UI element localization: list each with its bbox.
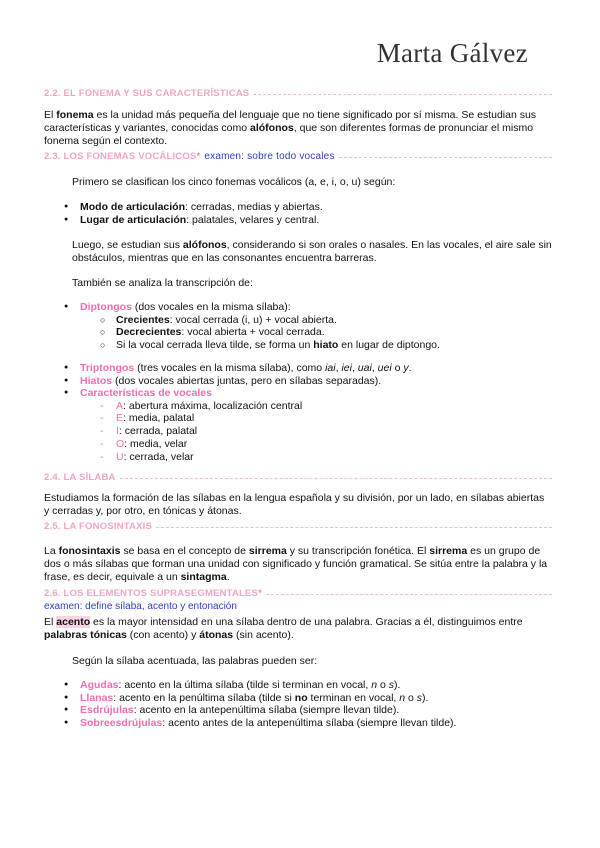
section-heading-2-6: 2.6. LOS ELEMENTOS SUPRASEGMENTALES * <box>44 588 552 599</box>
paragraph-intro: Primero se clasifican los cinco fonemas vocálicos (a, e, i, o, u) según: <box>72 176 396 188</box>
section-heading-2-2 <box>44 88 552 99</box>
heading-text: 2.2. EL FONEMA Y SUS CARACTERÍSTICAS <box>44 88 250 99</box>
list-item: ● Agudas: acento en la última sílaba (tilde si terminan en vocal, n o s). <box>80 679 552 692</box>
section-heading-2-5: 2.5. LA FONOSINTAXIS <box>44 521 552 532</box>
heading-rule <box>253 94 552 95</box>
author-name: Marta Gálvez <box>376 38 528 68</box>
list-item: ● Lugar de articulación: palatales, velares y central. <box>80 214 552 227</box>
list-item: - A: abertura máxima, localización central <box>116 400 552 413</box>
section-heading-2-3: 2.3. LOS FONEMAS VOCÁLICOS * examen: sobre todo vocales <box>44 151 552 162</box>
list-item: ● Llanas: acento en la penúltima sílaba (tilde si no terminan en vocal, n o s). <box>80 692 552 705</box>
list-item: - U: cerrada, velar <box>116 451 552 464</box>
list-item: ● Esdrújulas: acento en la antepenúltima sílaba (siempre llevan tilde). <box>80 704 552 717</box>
list-item: ○ Decrecientes: vocal abierta + vocal cerrada. <box>116 326 552 339</box>
exam-note: examen: sobre todo vocales <box>204 151 335 162</box>
paragraph-acento: El acento es la mayor intensidad en una sílaba dentro de una palabra. Gracias a él, distinguimos entre palabras tónicas (con acento) y átonas (sin acento). <box>44 616 523 642</box>
list-item: ● Sobreesdrújulas: acento antes de la antepenúltima sílaba (siempre llevan tilde). <box>80 717 552 730</box>
list-item: ● Diptongos (dos vocales en la misma sílaba): ○ Crecientes: vocal cerrada (i, u) + vocal abierta. ○ Decrecientes: vocal abierta + vocal cerrada. ○ Si la vocal cerrada lleva tilde, se forma un hiato en lugar de diptongo. <box>80 301 552 351</box>
diptongos-list <box>44 301 552 351</box>
paragraph-transcripcion: También se analiza la transcripción de: <box>72 277 253 289</box>
list-item: ● Triptongos (tres vocales en la misma sílaba), como iai, iei, uai, uei o y. <box>80 362 552 375</box>
vowel-list <box>80 400 552 464</box>
articulation-list <box>44 201 552 226</box>
list-item: ○ Si la vocal cerrada lleva tilde, se forma un hiato en lugar de diptongo. <box>116 339 552 352</box>
page-content <box>44 88 552 729</box>
list-item: ● Hiatos (dos vocales abiertas juntas, pero en sílabas separadas). <box>80 375 552 388</box>
list-item: - I: cerrada, palatal <box>116 425 552 438</box>
paragraph-alofonos: Luego, se estudian sus alófonos, considerando si son orales o nasales. En las vocales, el aire sale sin obstáculos, mientras que en las consonantes encuentra barreras. <box>72 239 552 264</box>
triptongos-list <box>44 362 552 463</box>
paragraph-segun: Según la sílaba acentuada, las palabras pueden ser: <box>72 655 318 668</box>
paragraph-fonosintaxis: La fonosintaxis se basa en el concepto de sirrema y su transcripción fonética. El sirrema es un grupo de dos o más sílabas que forman una unidad con significado y función gramatical. Se sitúa entre la palabra y la frase, es decir, equivale a un sintagma. <box>44 545 548 584</box>
list-item: ● Modo de articulación: cerradas, medias y abiertas. <box>80 201 552 214</box>
paragraph-silaba: Estudiamos la formación de las sílabas en la lengua española y su división, por un lado, en sílabas abiertas y cerradas y, por otro, en tónicas y átonas. <box>44 492 545 518</box>
list-item: - E: media, palatal <box>116 412 552 425</box>
exam-note: examen: define sílaba, acento y entonación <box>44 601 237 613</box>
list-item: ○ Crecientes: vocal cerrada (i, u) + vocal abierta. <box>116 314 552 327</box>
palabras-list <box>44 679 552 729</box>
section-heading-2-4: 2.4. LA SÍLABA <box>44 472 552 483</box>
list-item: ● Características de vocales - A: abertura máxima, localización central - E: media, palatal - I: cerrada, palatal - O: media, velar - U: cerrada, velar <box>80 387 552 463</box>
paragraph-fonema: El fonema es la unidad más pequeña del lenguaje que no tiene significado por sí misma. Se estudian sus características y variantes, conocidas como alófonos, que son diferentes formas de pronunciar el mismo fonema según el contexto. <box>44 109 537 147</box>
list-item: - O: media, velar <box>116 438 552 451</box>
sublist <box>80 314 552 352</box>
